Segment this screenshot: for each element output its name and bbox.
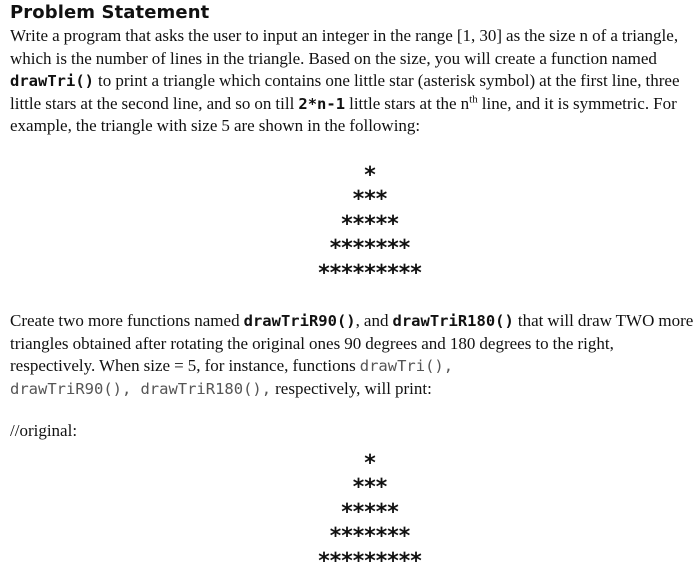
triangle-row: * [364,451,376,476]
example-triangle [270,164,470,286]
triangle-row: *** [352,187,388,213]
star-count-expression: 2*n-1 [298,94,346,113]
problem-description-paragraph [10,25,694,138]
description-text: line, and it is symmetric. For example, the triangle with size 5 are shown in the following: [10,93,677,136]
description-text: Write a program that asks the user to input an integer in the range [1, 30] as the size n of a triangle, which is the number of lines in the triangle. Based on the size, you will create a function named [10,26,679,68]
original-comment-label: //original: [10,421,78,440]
description-text: , and [355,311,393,330]
description-text: little stars at the n [345,93,470,113]
function-list-code: drawTriR90(), drawTriR180(), [10,379,272,398]
description-text: Create two more functions named [10,311,244,330]
description-text: to print a triangle which contains one little star (asterisk symbol) at the first line, three little stars at the second line, and so on till [10,71,680,113]
description-text: that will draw TWO more triangles obtained after rotating the original ones 90 degrees and 180 degrees to the right, respectively. When size = 5, for instance, functions [10,311,694,376]
triangle-row: ********* [318,548,422,574]
triangle-row: ********* [318,260,422,286]
function-name-drawtri: drawTri() [10,72,94,91]
function-name-drawtrir180: drawTriR180() [392,312,514,330]
triangle-row: * [364,163,376,188]
triangle-row: *** [352,475,388,501]
description-text: respectively, will print: [271,378,432,398]
rotation-description-paragraph [10,310,694,400]
function-list-code: drawTri(), [359,357,454,376]
section-title: Problem Statement [10,2,210,23]
superscript-th: th [469,93,478,106]
triangle-row: ******* [329,524,411,550]
original-triangle [270,452,470,574]
triangle-row: ***** [341,499,399,525]
function-name-drawtrir90: drawTriR90() [243,312,356,330]
triangle-row: ******* [329,236,411,262]
triangle-row: ***** [341,211,399,237]
